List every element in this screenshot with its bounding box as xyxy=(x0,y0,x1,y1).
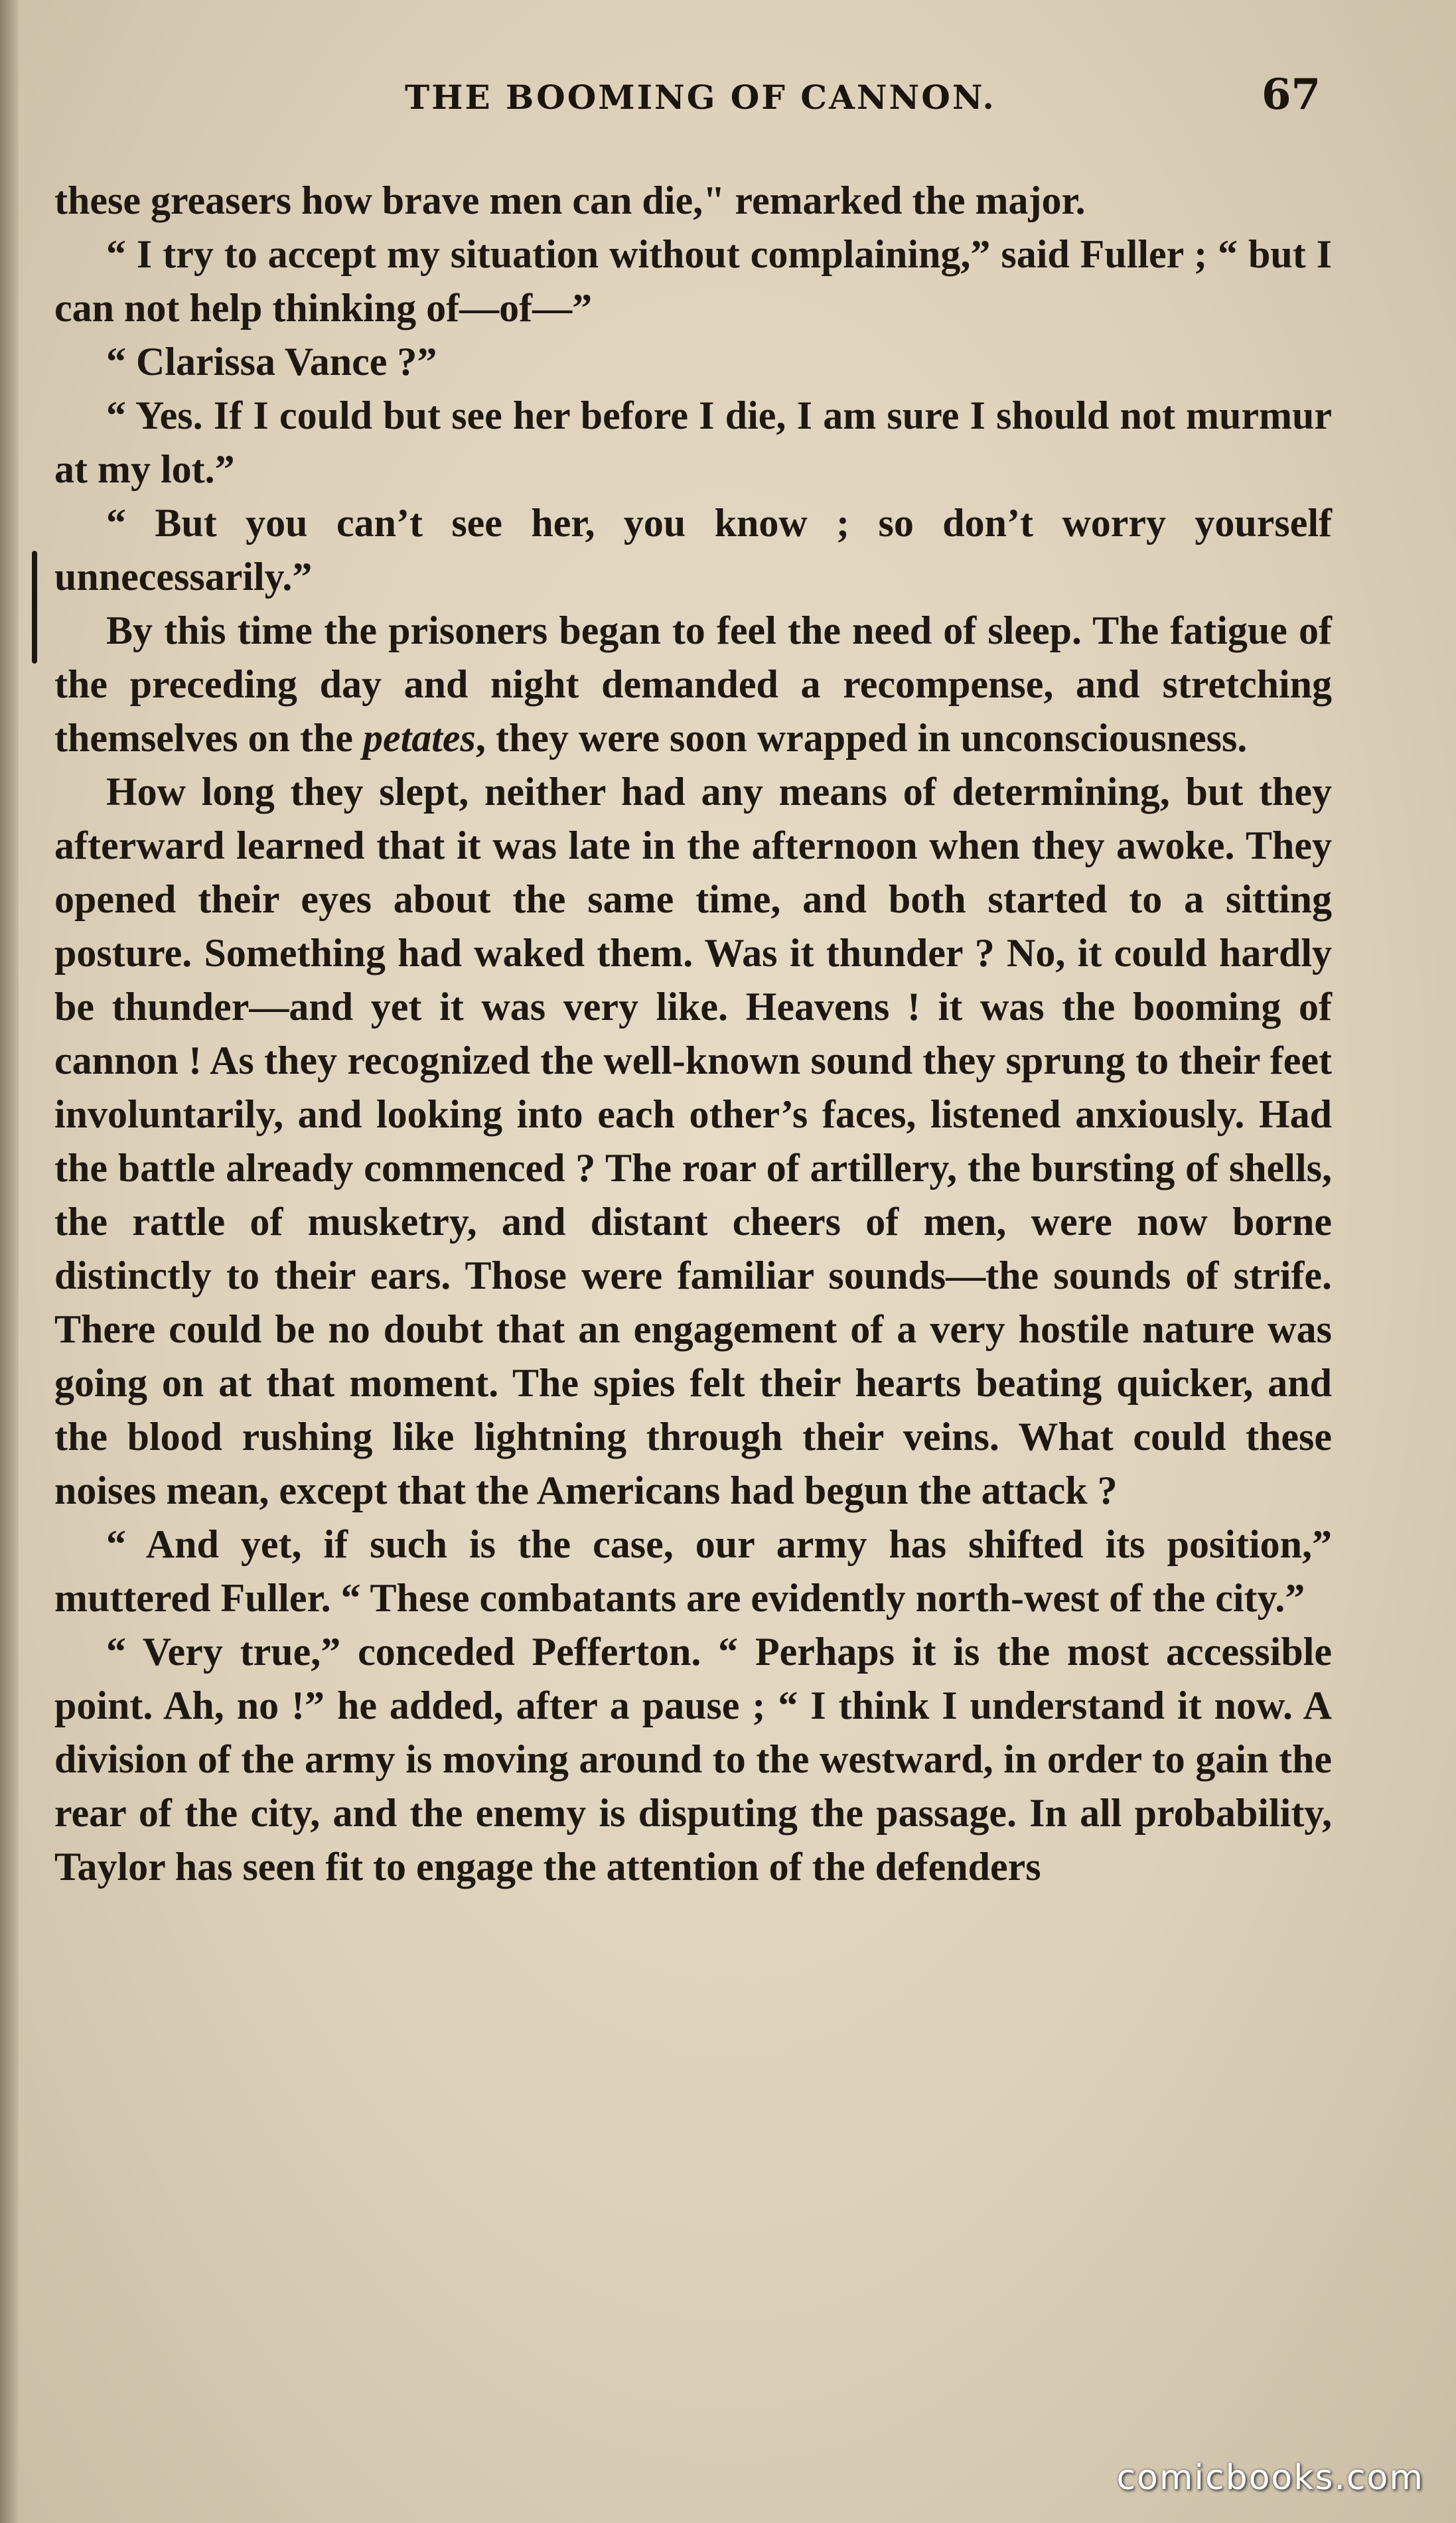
running-head: THE BOOMING OF CANNON. xyxy=(405,78,996,117)
paragraph xyxy=(54,604,1332,765)
paragraph: How long they slept, neither had any means of determining, but they afterward learned that it was late in the afternoon when they awoke. They opened their eyes about the same time, and both started to a sitting posture. Something had waked them. Was it thunder ? No, it could hardly be thunder—and yet it was very like. Heavens ! it was the booming of cannon ! As they recognized the well-known sound they sprung to their feet involuntarily, and looking into each other’s faces, listened anxiously. Had the battle already commenced ? The roar of artillery, the bursting of shells, the rattle of musketry, and distant cheers of men, were now borne distinctly to their ears. Those were familiar sounds—the sounds of strife. There could be no doubt that an engagement of a very hostile nature was going on at that moment. The spies felt their hearts beating quicker, and the blood rushing like lightning through their veins. What could these noises mean, except that the Americans had begun the attack ? xyxy=(54,770,1332,1512)
paragraph: “ And yet, if such is the case, our army has shifted its position,” muttered Fuller. “ These combatants are evidently north-west of the city.” xyxy=(54,1522,1332,1620)
margin-pencil-mark xyxy=(32,551,37,664)
paragraph: “ I try to accept my situation without complaining,” said Fuller ; “ but I can not help thinking of—of—” xyxy=(54,232,1332,330)
paragraph: “ Clarissa Vance ?” xyxy=(106,340,437,384)
paragraph: “ But you can’t see her, you know ; so don’t worry yourself unnecessarily.” xyxy=(54,501,1332,599)
paragraph: “ Very true,” conceded Pefferton. “ Perhaps it is the most accessible point. Ah, no !” he added, after a pause ; “ I think I understand it now. A division of the army is moving around to the westward, in order to gain the rear of the city, and the enemy is disputing the passage. In all probability, Taylor has seen fit to engage the attention of the defenders xyxy=(54,1630,1332,1889)
paragraph: “ Yes. If I could but see her before I die, I am sure I should not murmur at my lot.” xyxy=(54,394,1332,491)
page-binding-edge xyxy=(0,0,19,2523)
body-text xyxy=(54,174,1332,1894)
paragraph: these greasers how brave men can die," remarked the major. xyxy=(54,179,1086,222)
italic-word: petates xyxy=(362,716,476,760)
paragraph-text-tail: , they were soon wrapped in unconsciousness. xyxy=(475,716,1248,760)
watermark: comicbooks.com xyxy=(1116,2458,1424,2498)
page-number: 67 xyxy=(1261,70,1321,119)
page-header xyxy=(60,70,1321,123)
paragraph-text: By this time the prisoners began to feel the need of sleep. The fatigue of the preceding day and night demanded a recompense, and stretching themselves on the xyxy=(54,609,1332,760)
